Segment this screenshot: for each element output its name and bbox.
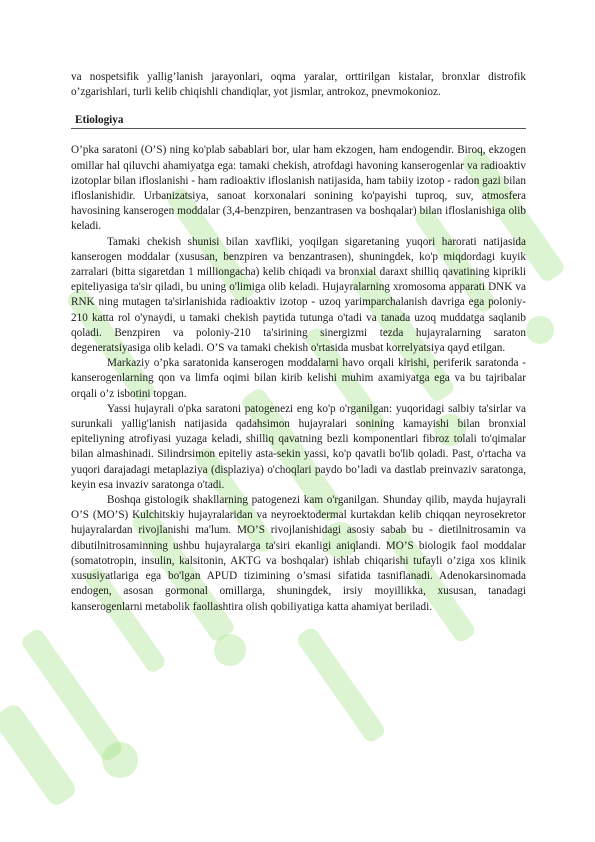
intro-paragraph: va nospetsifik yallig’lanish jarayonlari, oqma yaralar, orttirilgan kistalar, bronxlar distrofik o’zgarishlari, turli kelib chiqishli chandiqlar, yot jismlar, antrokoz, pnevmokonioz. xyxy=(71,71,526,99)
document-page xyxy=(71,70,526,615)
paragraph-5: Boshqa gistologik shakllarning patogenezi kam o'rganilgan. Shunday qilib, mayda hujayrali O’S (MO’S) Kulchitskiy hujayralaridan va neyroektodermal kurtakdan kelib chiqqan neyrosekretor hujayralardan rivojlanishi ma'lum. MO’S rivojlanishidagi asosiy sabab bu - dietilnitrosamin va dibutilnitrosaminning ushbu hujayralarga ta'siri ekanligi aniqlandi. MO’S biologik faol moddalar (somatotropin, insulin, kalsitonin, AKTG va boshqalar) ishlab chiqarishi tufayli o’ziga xos klinik xususiyatlariga ega bo'lgan APUD tizimining o’smasi sifatida tasniflanadi. Adenokarsinomada endogen, asosan gormonal omillarga, shuningdek, irsiy moyillikka, xususan, tanadagi kanserogenlarni metabolik faollashtira olish qobiliyatiga katta ahamiyat beriladi. xyxy=(71,494,526,613)
section-title: Etiologiya xyxy=(75,114,124,127)
paragraph-2: Tamaki chekish shunisi bilan xavfliki, yoqilgan sigaretaning yuqori harorati natijasida kanserogen moddalar (xususan, benzpiren va benzantrasen), shuningdek, ko'p miqdordagi kuyik zarralari (bitta sigaretdan 1 milliongacha) kelib chiqadi va bronxial daraxt shilliq qavatining kiprikli epiteliyasiga ta'sir qiladi, bu uning o'limiga olib keladi. Hujayralarning xromosoma apparati DNK va RNK ning mutagen ta'sirlanishida radioaktiv izotop - uzoq yarimparchalanish davriga ega poloniy-210 katta rol o'ynaydi, u tamaki chekish paytida tutunga o'tadi va tanada uzoq muddatga saqlanib qoladi. Benzpiren va poloniy-210 ta'sirining sinergizmi tezda hujayralarning saraton degeneratsiyasiga olib keladi. O’S va tamaki chekish o'rtasida musbat korrelyatsiya qayd etilgan. xyxy=(71,235,526,355)
paragraph-1: O’pka saratoni (O’S) ning ko'plab sabablari bor, ular ham ekzogen, ham endogendir. Biroq, ekzogen omillar hal qiluvchi ahamiyatga ega: tamaki chekish, atrofdagi havoning kanserogenlar va radioaktiv izotoplar bilan ifloslanishi - ham radioaktiv ifloslanish natijasida, ham tabiiy izotop - radon gazi bilan ifloslanishidir. Urbanizatsiya, sanoat korxonalari sonining ko'payishi tuproq, suv, atmosfera havosining kanserogen moddalar (3,4-benzpiren, benzantrasen va boshqalar) bilan ifloslanishiga olib keladi. xyxy=(71,144,526,233)
section-header xyxy=(71,114,526,129)
paragraph-3: Markaziy o’pka saratonida kanserogen moddalarni havo orqali kirishi, periferik saratonda - kanserogenlarning qon va limfa oqimi bilan kirib kelishi muhim axamiyatga ega va bu tajribalar orqali o’z isbotini topgan. xyxy=(71,357,526,400)
paragraph-4: Yassi hujayrali o'pka saratoni patogenezi eng ko'p o'rganilgan: yuqoridagi salbiy ta'sirlar va surunkali yallig'lanish natijasida qadahsimon hujayralari sonining kamayishi bilan bronxial epiteliyning atrofiyasi yuzaga keladi, shilliq qavatning bezli komponentlari fibroz tolali to'qimalar bilan almashinadi. Silindrsimon epiteliy asta-sekin yassi, ko'p qavatli bo'lib qoladi. Past, o'rtacha va yuqori darajadagi metaplaziya (displaziya) o'choqlari paydo bo’ladi va dastlab preinvaziv saratonga, keyin esa invaziv saratonga o'tadi. xyxy=(71,402,526,491)
